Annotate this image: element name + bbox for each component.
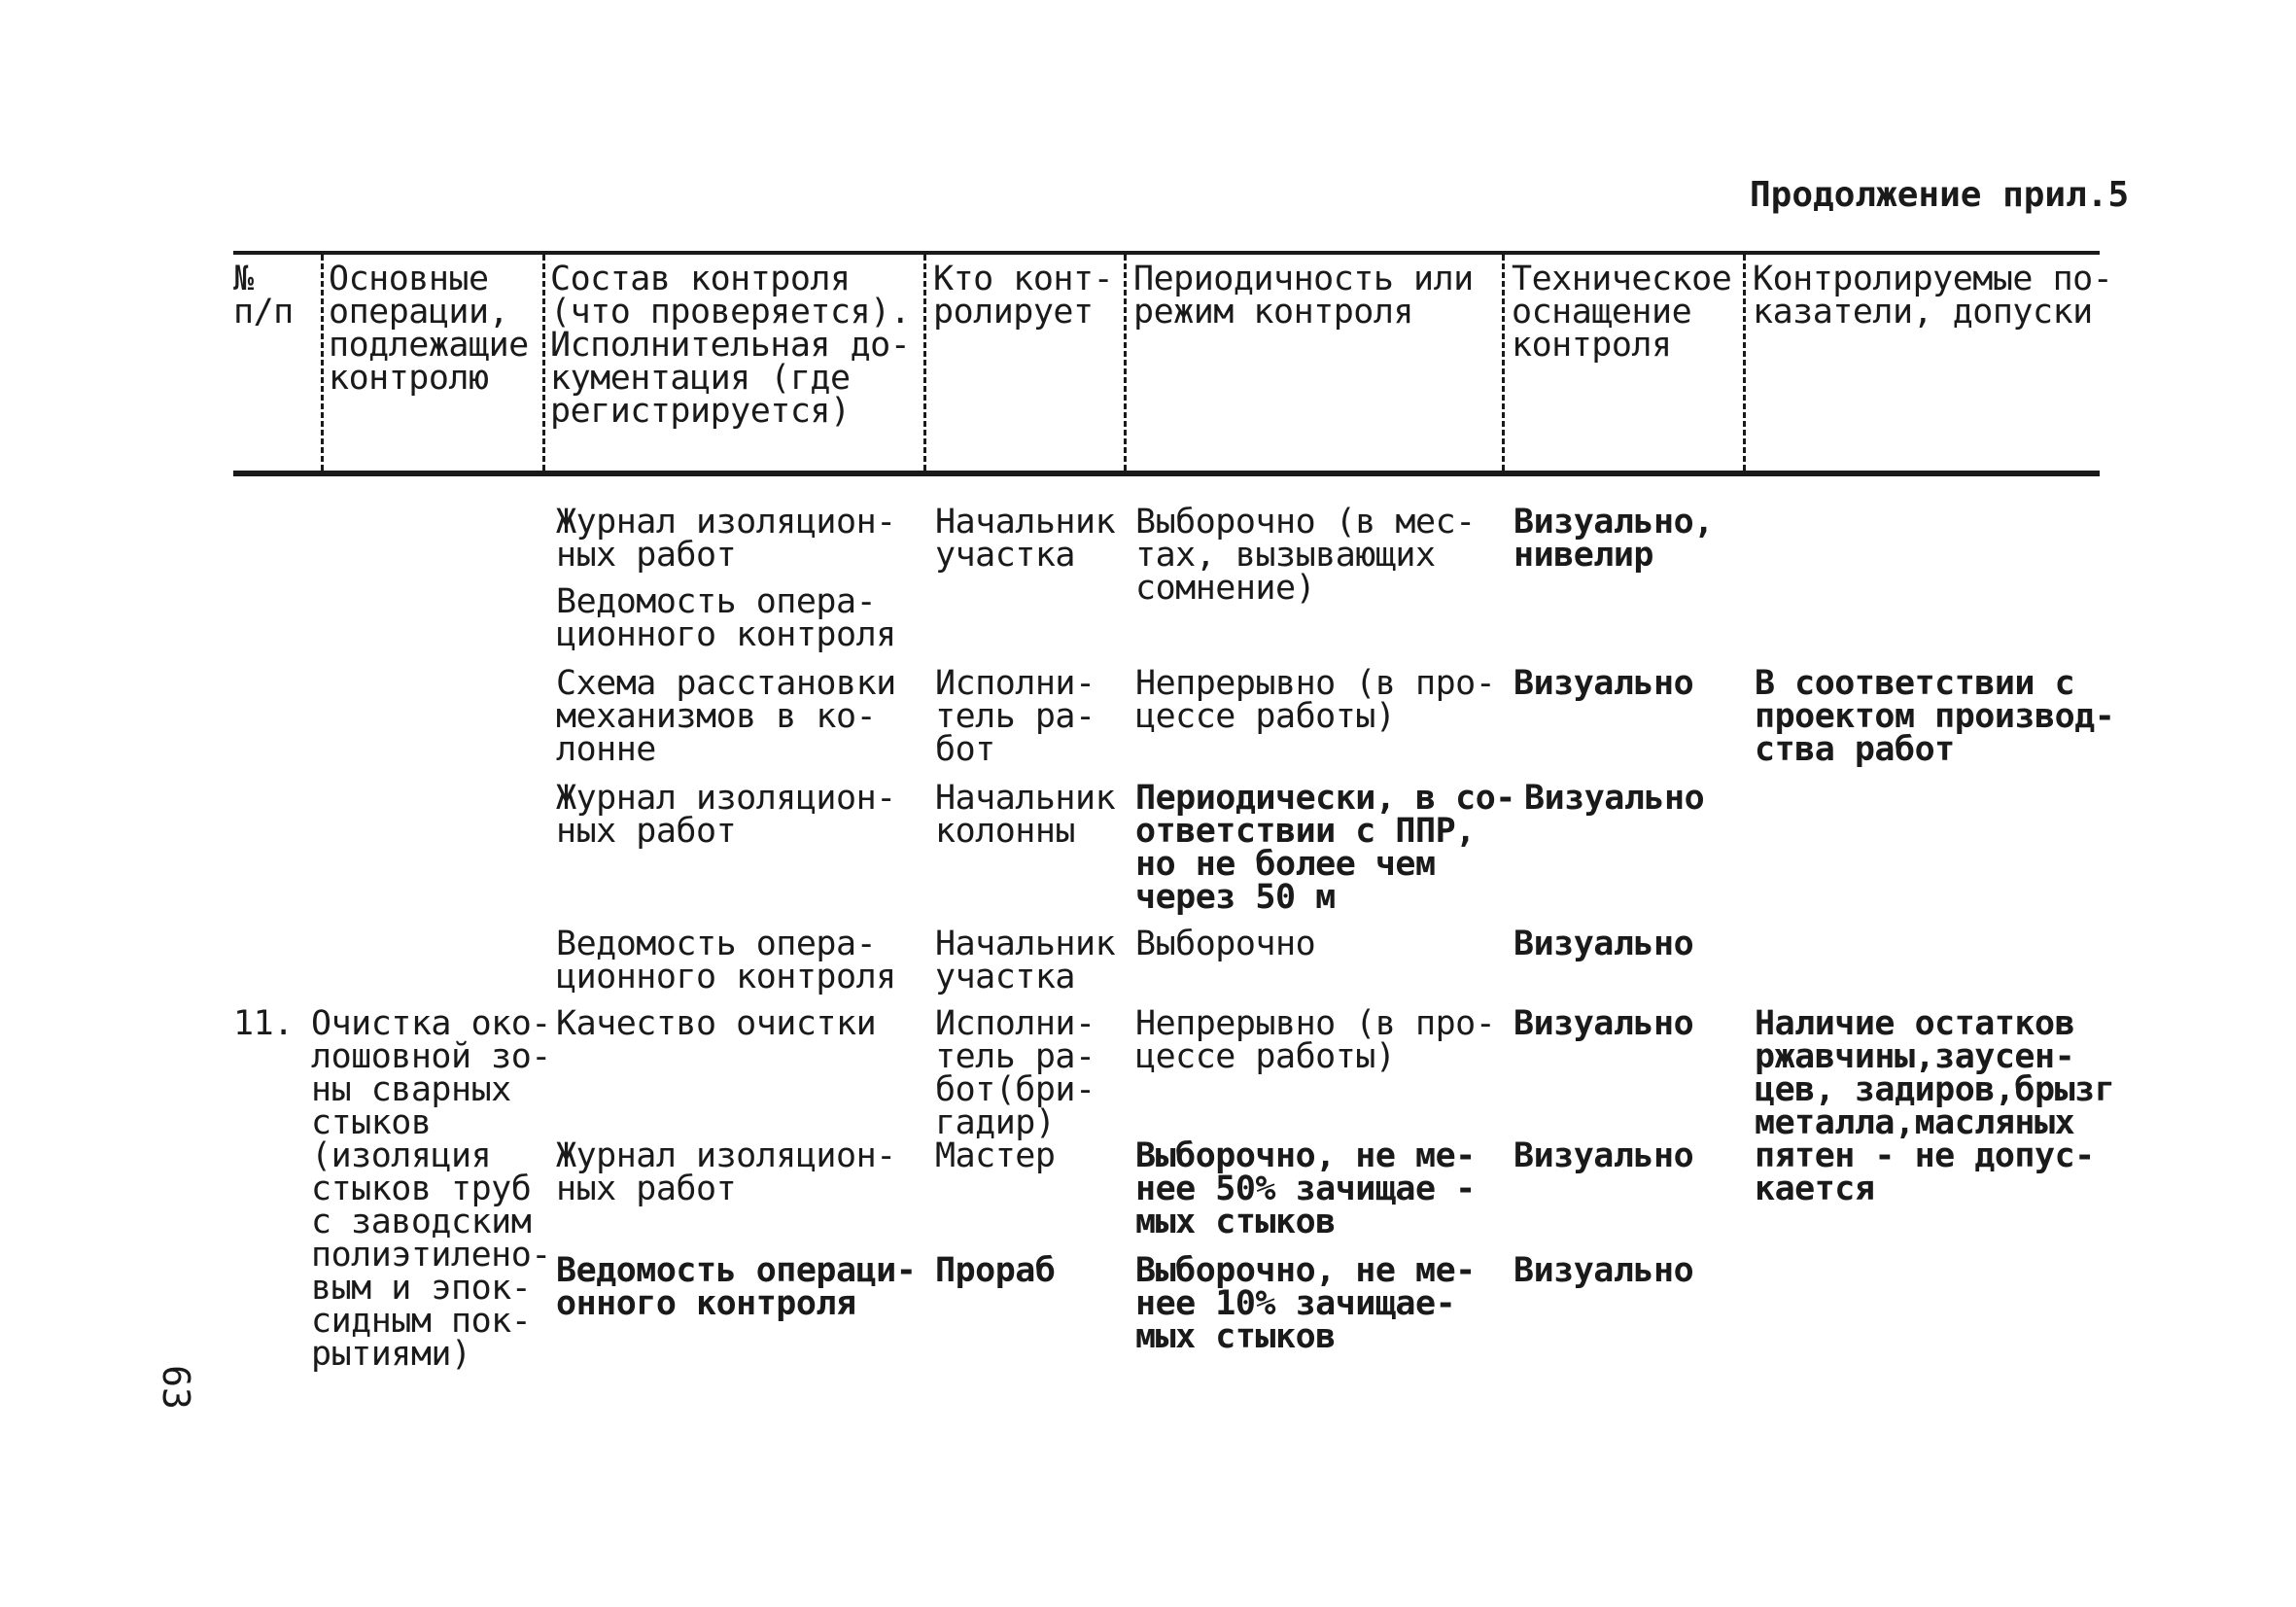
row-4-period: Выборочно bbox=[1135, 925, 1316, 963]
row-7-composition: Ведомость операци- онного контроля bbox=[556, 1251, 917, 1323]
row-5-equipment: Визуально bbox=[1513, 1004, 1694, 1043]
header-divider-1 bbox=[321, 255, 324, 471]
row-7-equipment: Визуально bbox=[1513, 1251, 1694, 1290]
row-2-composition: Схема расстановки механизмов в ко- лонне bbox=[556, 664, 896, 769]
row-3-composition: Журнал изоляцион- ных работ bbox=[556, 779, 896, 851]
header-divider-4 bbox=[1124, 255, 1127, 471]
header-composition: Состав контроля (что проверяется). Исполнительная до- кументация (где регистрируется) bbox=[550, 260, 911, 431]
row-3-equipment: Визуально bbox=[1524, 779, 1705, 818]
row-2-who: Исполни- тель ра- бот bbox=[935, 664, 1096, 769]
row-0-period: Выборочно (в мес- тах, вызывающих сомнение) bbox=[1135, 503, 1476, 608]
row-4-who: Начальник участка bbox=[935, 925, 1116, 996]
row-5-who: Исполни- тель ра- бот(бри- гадир) bbox=[935, 1004, 1096, 1142]
header-period: Периодичность или режим контроля bbox=[1133, 260, 1474, 332]
row-7-period: Выборочно, не ме- нее 10% зачищае- мых стыков bbox=[1135, 1251, 1476, 1356]
row-0-who: Начальник участка bbox=[935, 503, 1116, 575]
row-2-indicators: В соответствии с проектом производ- ства работ bbox=[1755, 664, 2115, 769]
page-number: 63 bbox=[154, 1365, 197, 1410]
header-indicators: Контролируемые по- казатели, допуски bbox=[1753, 260, 2113, 332]
row-2-period: Непрерывно (в про- цессе работы) bbox=[1135, 664, 1496, 736]
row-4-composition: Ведомость опера- ционного контроля bbox=[556, 925, 896, 996]
row-6-who: Мастер bbox=[935, 1136, 1056, 1175]
row-3-period: Периодически, в со- ответствии с ППР, но не более чем через 50 м bbox=[1135, 779, 1515, 917]
row-5-num: 11. bbox=[233, 1004, 294, 1043]
row-6-composition: Журнал изоляцион- ных работ bbox=[556, 1136, 896, 1208]
row-6-equipment: Визуально bbox=[1513, 1136, 1694, 1175]
row-5-period: Непрерывно (в про- цессе работы) bbox=[1135, 1004, 1496, 1076]
header-equipment: Техническое оснащение контроля bbox=[1512, 260, 1732, 365]
row-5-indicators: Наличие остатков ржавчины,заусен- цев, задиров,брызг металла,масляных пятен - не допус- кается bbox=[1755, 1004, 2115, 1208]
header-divider-3 bbox=[923, 255, 926, 471]
row-1-composition: Ведомость опера- ционного контроля bbox=[556, 582, 896, 654]
header-divider-5 bbox=[1502, 255, 1505, 471]
header-operations: Основные операции, подлежащие контролю bbox=[329, 260, 529, 398]
row-0-equipment: Визуально, нивелир bbox=[1513, 503, 1714, 575]
header-who: Кто конт- ролирует bbox=[933, 260, 1114, 332]
header-bottom-rule bbox=[233, 471, 2100, 476]
header-divider-6 bbox=[1743, 255, 1746, 471]
table-top-rule bbox=[233, 251, 2100, 255]
row-7-who: Прораб bbox=[935, 1251, 1056, 1290]
row-5-composition: Качество очистки bbox=[556, 1004, 877, 1043]
continuation-caption: Продолжение прил.5 bbox=[1750, 175, 2130, 215]
row-2-equipment: Визуально bbox=[1513, 664, 1694, 703]
row-4-equipment: Визуально bbox=[1513, 925, 1694, 963]
row-6-period: Выборочно, не ме- нее 50% зачищае - мых стыков bbox=[1135, 1136, 1476, 1241]
row-3-who: Начальник колонны bbox=[935, 779, 1116, 851]
header-num: № п/п bbox=[233, 260, 294, 332]
row-5-operation: Очистка око- лошовной зо- ны сварных стыков (изоляция стыков труб с заводским полиэтилено- вым и эпок- сидным пок- рытиями) bbox=[311, 1004, 551, 1374]
row-0-composition: Журнал изоляцион- ных работ bbox=[556, 503, 896, 575]
header-divider-2 bbox=[542, 255, 545, 471]
